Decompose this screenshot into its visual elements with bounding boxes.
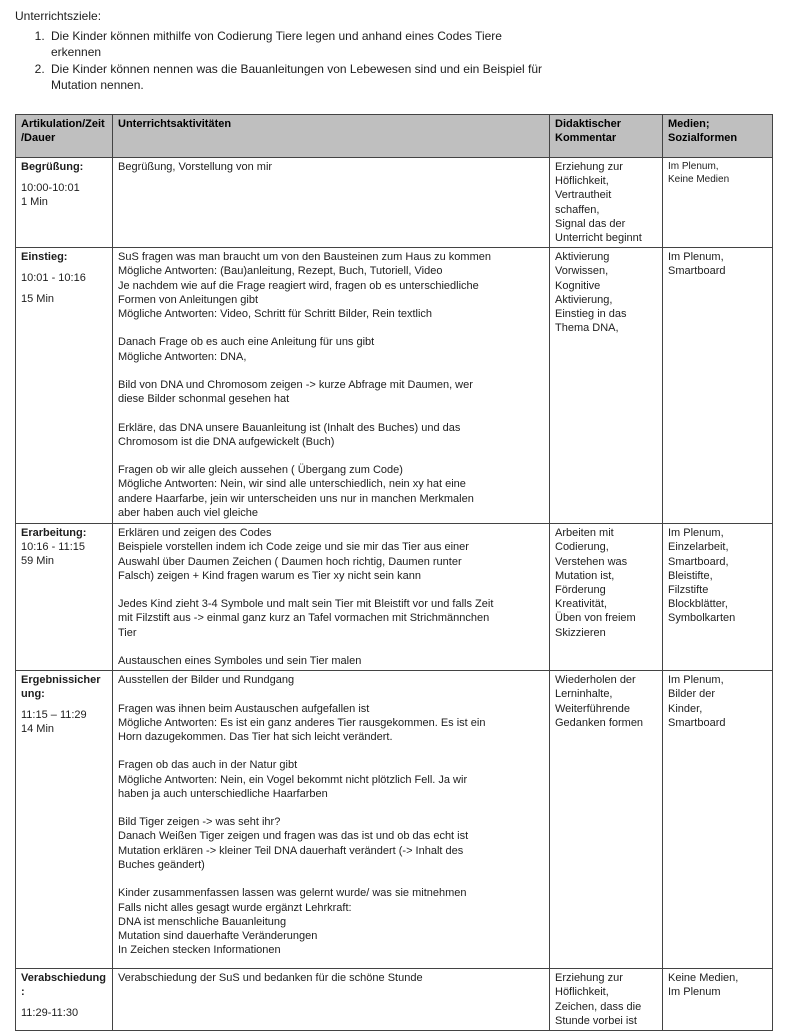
activity-line: Fragen was ihnen beim Austauschen aufgefallen ist	[118, 702, 370, 715]
table-row	[16, 969, 773, 1031]
commentary-line: Förderung	[555, 584, 606, 597]
phase-cell	[16, 671, 113, 969]
activity-line	[118, 321, 544, 335]
commentary-cell	[550, 248, 663, 524]
phase-gap	[21, 999, 107, 1006]
phase-cell	[16, 969, 113, 1031]
media-cell	[663, 158, 773, 248]
media-line: Bilder der	[668, 688, 716, 701]
intro-heading: Unterrichtsziele:	[15, 9, 102, 23]
activity-line: diese Bilder schonmal gesehen hat	[118, 393, 290, 406]
commentary-line: Stunde vorbei ist	[555, 1014, 637, 1027]
commentary-line: Arbeiten mit	[555, 527, 614, 540]
activity-line: Mögliche Antworten: Video, Schritt für Schritt Bilder, Rein textlich	[118, 308, 433, 321]
media-line: Im Plenum,	[668, 674, 724, 687]
phase-time: 10:16 - 11:15	[21, 541, 86, 554]
commentary-line: Thema DNA,	[555, 322, 619, 335]
phase-name: Ergebnissicherung:	[21, 674, 101, 701]
lesson-table-body	[16, 158, 773, 1031]
activity-line: Jedes Kind zieht 3-4 Symbole und malt sein Tier mit Bleistift vor und falls Zeit	[118, 598, 494, 611]
media-line: Keine Medien,	[668, 972, 739, 985]
commentary-line: Erziehung zur	[555, 161, 623, 173]
media-line: Einzelarbeit,	[668, 541, 729, 554]
phase-time: 59 Min	[21, 555, 55, 568]
header-media-socialforms: Medien; Sozialformen	[663, 115, 773, 158]
media-line: Im Plenum,	[668, 527, 724, 540]
activity-line: Mögliche Antworten: (Bau)anleitung, Rezept, Buch, Tutoriell, Video	[118, 265, 443, 278]
media-cell	[663, 248, 773, 524]
activity-line: aber haben auch viel gleiche	[118, 506, 259, 519]
table-row	[16, 524, 773, 671]
table-header	[16, 115, 773, 158]
commentary-cell	[550, 671, 663, 969]
activities-cell	[113, 158, 550, 248]
activity-line: Ausstellen der Bilder und Rundgang	[118, 674, 295, 687]
activity-line: Mögliche Antworten: DNA,	[118, 350, 247, 363]
commentary-line: Lerninhalte,	[555, 688, 613, 701]
table-row	[16, 248, 773, 524]
commentary-line: Wiederholen der	[555, 674, 636, 687]
commentary-line: Kreativität,	[555, 598, 607, 611]
phase-time: 1 Min	[21, 196, 48, 208]
phase-gap	[21, 264, 107, 271]
activities-cell	[113, 248, 550, 524]
table-row	[16, 671, 773, 969]
commentary-line: Zeichen, dass die	[555, 1000, 642, 1013]
commentary-line: Verstehen was	[555, 555, 628, 568]
commentary-cell	[550, 158, 663, 248]
media-line: Im Plenum	[668, 986, 721, 999]
activity-line: haben ja auch unterschiedliche Haarfarben	[118, 787, 328, 800]
activity-line: SuS fragen was man braucht um von den Bausteinen zum Haus zu kommen	[118, 251, 491, 264]
activity-line: mit Filzstift aus -> einmal ganz kurz an Tafel vormachen mit Strichmännchen	[118, 612, 490, 625]
commentary-line: Vorwissen,	[555, 265, 609, 278]
media-line: Blockblätter,	[668, 598, 728, 611]
commentary-line: Höflichkeit,	[555, 175, 609, 188]
commentary-line: Kognitive	[555, 279, 601, 292]
commentary-line: Gedanken formen	[555, 716, 644, 729]
goals-list	[15, 28, 553, 93]
phase-time: 11:15 – 11:29	[21, 709, 87, 722]
activity-line: Erklären und zeigen des Codes	[118, 527, 272, 540]
phase-name: Verabschiedung:	[21, 972, 106, 999]
phase-name: Erarbeitung:	[21, 527, 87, 540]
commentary-line: Unterricht beginnt	[555, 232, 642, 245]
media-cell	[663, 524, 773, 671]
lesson-plan-table	[15, 114, 773, 1031]
commentary-line: Codierung,	[555, 541, 609, 554]
commentary-line: Üben von freiem	[555, 612, 636, 625]
commentary-line: Erziehung zur	[555, 972, 623, 985]
header-activities: Unterrichtsaktivitäten	[113, 115, 550, 158]
activity-line	[118, 406, 544, 420]
commentary-cell	[550, 969, 663, 1031]
media-line: Symbolkarten	[668, 612, 736, 625]
activity-line: Verabschiedung der SuS und bedanken für die schöne Stunde	[118, 972, 423, 985]
activity-line	[118, 801, 544, 815]
commentary-line: Skizzieren	[555, 626, 606, 639]
activity-line: Horn dazugekommen. Das Tier hat sich leicht verändert.	[118, 731, 393, 744]
phase-cell	[16, 524, 113, 671]
activity-line: Mutation erklären -> kleiner Teil DNA dauerhaft verändert (-> Inhalt des	[118, 844, 464, 857]
activities-cell	[113, 671, 550, 969]
phase-name: Begrüßung:	[21, 161, 84, 173]
activity-line: Mögliche Antworten: Nein, ein Vogel bekommt nicht plötzlich Fell. Ja wir	[118, 773, 468, 786]
activity-line: Kinder zusammenfassen lassen was gelernt wurde/ was sie mitnehmen	[118, 887, 467, 900]
header-row	[16, 115, 773, 158]
activities-cell	[113, 969, 550, 1031]
commentary-line: Höflichkeit,	[555, 986, 609, 999]
activity-line: Bild Tiger zeigen -> was seht ihr?	[118, 816, 281, 829]
activity-line: Mutation sind dauerhafte Veränderungen	[118, 929, 318, 942]
phase-name: Einstieg:	[21, 251, 68, 264]
activity-line: Je nachdem wie auf die Frage reagiert wird, fragen ob es unterschiedliche	[118, 279, 479, 292]
table-row	[16, 158, 773, 248]
phase-gap	[21, 285, 107, 292]
media-cell	[663, 671, 773, 969]
activity-line: Falls nicht alles gesagt wurde ergänzt Lehrkraft:	[118, 901, 352, 914]
phase-gap	[21, 174, 107, 181]
media-line: Filzstifte	[668, 584, 709, 597]
activity-line: In Zeichen stecken Informationen	[118, 944, 281, 957]
activity-line: Bild von DNA und Chromosom zeigen -> kurze Abfrage mit Daumen, wer	[118, 379, 473, 392]
activity-line: Tier	[118, 626, 137, 639]
activity-line	[118, 744, 544, 758]
phase-time: 10:01 - 10:16	[21, 272, 86, 285]
commentary-line: Mutation ist,	[555, 569, 615, 582]
activity-line: Fragen ob das auch in der Natur gibt	[118, 759, 298, 772]
activity-line: andere Haarfarbe, jein wir unterscheiden uns nur in manchen Merkmalen	[118, 492, 474, 505]
activity-line	[118, 364, 544, 378]
media-line: Im Plenum,	[668, 251, 724, 264]
commentary-cell	[550, 524, 663, 671]
activities-cell	[113, 524, 550, 671]
commentary-line: Signal das der	[555, 217, 626, 230]
media-line: Im Plenum,	[668, 161, 719, 172]
media-line: Keine Medien	[668, 174, 730, 185]
goal-item: 2. Die Kinder können nennen was die Bauanleitungen von Lebewesen sind und ein Beispiel für Mutation nennen.	[48, 61, 553, 93]
activity-line: DNA ist menschliche Bauanleitung	[118, 915, 287, 928]
activity-line	[118, 872, 544, 886]
activity-line: Mögliche Antworten: Nein, wir sind alle unterschiedlich, nein xy hat eine	[118, 478, 466, 491]
activity-line: Chromosom ist die DNA aufgewickelt (Buch)	[118, 435, 335, 448]
activity-line	[118, 640, 544, 654]
phase-cell	[16, 248, 113, 524]
media-line: Smartboard,	[668, 555, 729, 568]
activity-line: Begrüßung, Vorstellung von mir	[118, 161, 273, 173]
goal-item: 1. Die Kinder können mithilfe von Codierung Tiere legen und anhand eines Codes Tiere erkennen	[48, 28, 553, 60]
activity-line	[118, 583, 544, 597]
activity-line	[118, 449, 544, 463]
header-articulation: Artikulation/Zeit/Dauer	[16, 115, 113, 158]
media-cell	[663, 969, 773, 1031]
phase-cell	[16, 158, 113, 248]
activity-line: Danach Weißen Tiger zeigen und fragen was das ist und ob das echt ist	[118, 830, 469, 843]
activity-line: Falsch) zeigen + Kind fragen warum es Tier xy nicht sein kann	[118, 569, 421, 582]
activity-line: Fragen ob wir alle gleich aussehen ( Übergang zum Code)	[118, 464, 403, 477]
phase-gap	[21, 701, 107, 708]
commentary-line: Einstieg in das	[555, 308, 627, 321]
media-line: Bleistifte,	[668, 569, 713, 582]
media-line: Smartboard	[668, 265, 726, 278]
commentary-line: Vertrautheit	[555, 189, 612, 202]
phase-time: 15 Min	[21, 293, 55, 306]
phase-time: 14 Min	[21, 723, 55, 736]
activity-line: Buches geändert)	[118, 858, 205, 871]
activity-line: Formen von Anleitungen gibt	[118, 293, 259, 306]
media-line: Smartboard	[668, 716, 726, 729]
commentary-line: Aktivierung	[555, 251, 610, 264]
activity-line	[118, 687, 544, 701]
commentary-line: schaffen,	[555, 203, 600, 216]
activity-line: Danach Frage ob es auch eine Anleitung für uns gibt	[118, 336, 375, 349]
activity-line: Erkläre, das DNA unsere Bauanleitung ist (Inhalt des Buches) und das	[118, 421, 461, 434]
activity-line: Auswahl über Daumen Zeichen ( Daumen hoch richtig, Daumen runter	[118, 555, 462, 568]
activity-line: Beispiele vorstellen indem ich Code zeige und sie mir das Tier aus einer	[118, 541, 469, 554]
commentary-line: Aktivierung,	[555, 293, 613, 306]
media-line: Kinder,	[668, 702, 703, 715]
phase-time: 10:00-10:01	[21, 182, 80, 194]
phase-time: 11:29-11:30	[21, 1007, 79, 1020]
header-didactic-comment: Didaktischer Kommentar	[550, 115, 663, 158]
activity-line: Austauschen eines Symboles und sein Tier malen	[118, 655, 362, 668]
commentary-line: Weiterführende	[555, 702, 631, 715]
activity-line: Mögliche Antworten: Es ist ein ganz anderes Tier rausgekommen. Es ist ein	[118, 716, 486, 729]
